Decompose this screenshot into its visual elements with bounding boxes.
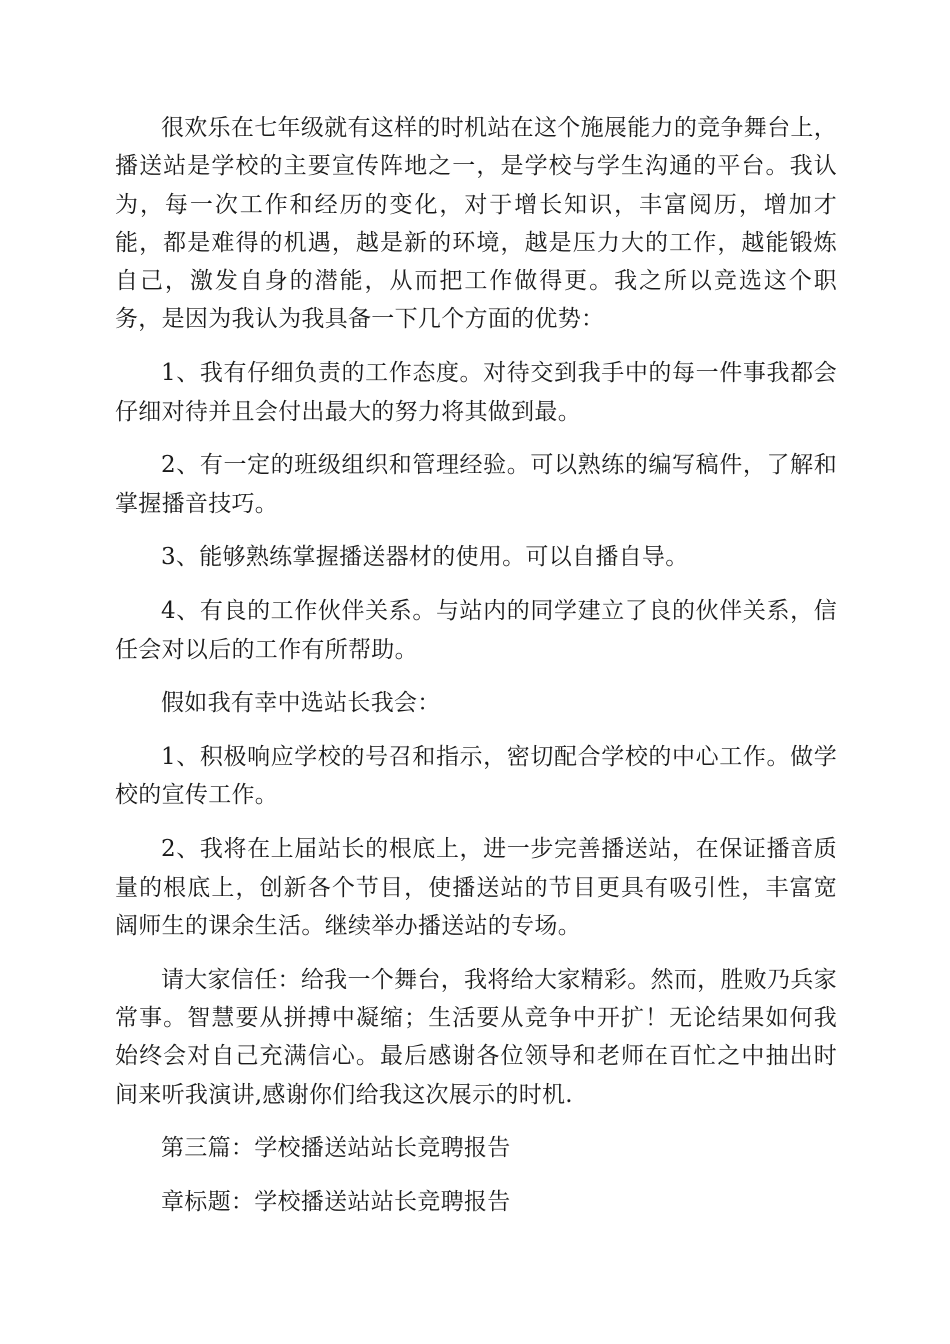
intro-paragraph: 很欢乐在七年级就有这样的时机站在这个施展能力的竞争舞台上，播送站是学校的主要宣传阵地之一，是学校与学生沟通的平台。我认为，每一次工作和经历的变化，对于增长知识，丰富阅历，增加才能，都是难得的机遇，越是新的环境，越是压力大的工作，越能锻炼自己，激发自身的潜能，从而把工作做得更。我之所以竞选这个职务，是因为我认为我具备一下几个方面的优势： xyxy=(115,115,837,333)
document-page xyxy=(115,109,837,1237)
advantage-item-1: 1、我有仔细负责的工作态度。对待交到我手中的每一件事我都会仔细对待并且会付出最大的努力将其做到最。 xyxy=(115,360,837,425)
advantage-item-4: 4、有良的工作伙伴关系。与站内的同学建立了良的伙伴关系，信任会对以后的工作有所帮助。 xyxy=(115,598,837,663)
closing-paragraph: 请大家信任：给我一个舞台，我将给大家精彩。然而，胜败乃兵家常事。智慧要从拼搏中凝缩；生活要从竞争中开扩！无论结果如何我始终会对自己充满信心。最后感谢各位领导和老师在百忙之中抽出时间来听我演讲,感谢你们给我这次展示的时机. xyxy=(115,966,837,1108)
plan-item-1: 1、积极响应学校的号召和指示，密切配合学校的中心工作。做学校的宣传工作。 xyxy=(115,744,837,809)
advantage-item-3: 3、能够熟练掌握播送器材的使用。可以自播自导。 xyxy=(161,544,689,571)
plan-item-2: 2、我将在上届站长的根底上，进一步完善播送站，在保证播音质量的根底上，创新各个节目，使播送站的节目更具有吸引性，丰富宽阔师生的课余生活。继续举办播送站的专场。 xyxy=(115,836,837,939)
section-title: 第三篇：学校播送站站长竞聘报告 xyxy=(161,1135,511,1162)
plan-intro-paragraph: 假如我有幸中选站长我会： xyxy=(161,690,441,717)
advantage-item-2: 2、有一定的班级组织和管理经验。可以熟练的编写稿件，了解和掌握播音技巧。 xyxy=(115,452,837,517)
chapter-title: 章标题：学校播送站站长竞聘报告 xyxy=(161,1189,511,1216)
